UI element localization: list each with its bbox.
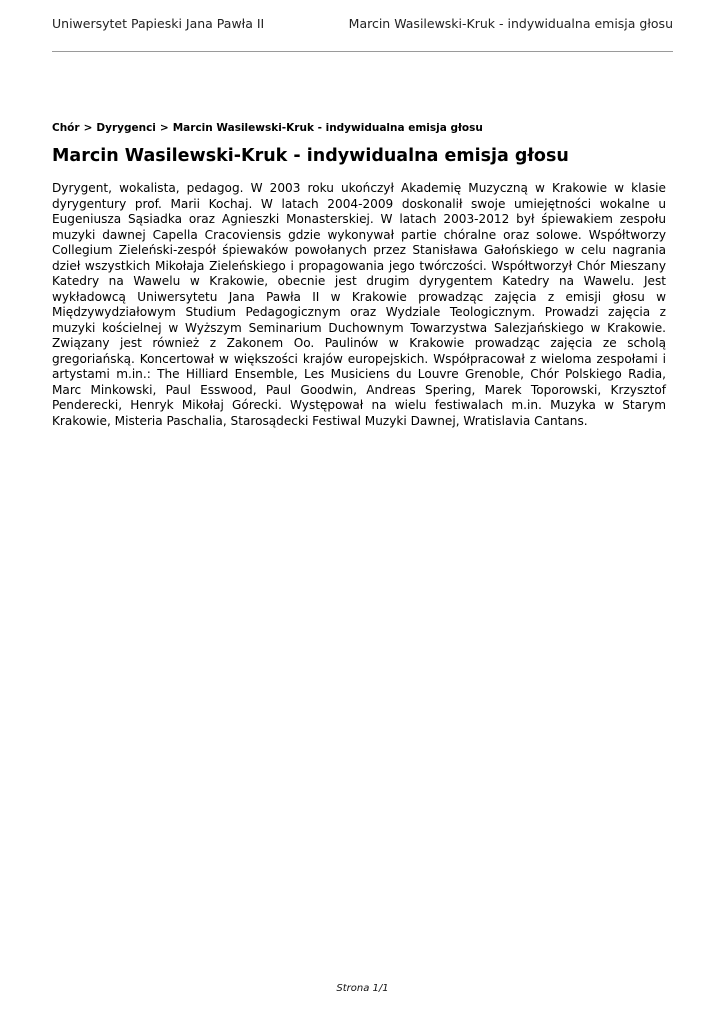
page-number: Strona 1/1 [336,983,389,994]
breadcrumb-item-conductors: Dyrygenci [96,122,156,134]
page-title: Marcin Wasilewski-Kruk - indywidualna emisja głosu [52,146,569,166]
breadcrumb-separator: > [83,122,93,134]
header-divider [52,51,673,52]
breadcrumb [52,122,673,134]
breadcrumb-item-choir: Chór [52,122,80,134]
page-header [52,16,673,34]
breadcrumb-item-current: Marcin Wasilewski-Kruk - indywidualna emisja głosu [172,122,483,134]
header-site-name: Uniwersytet Papieski Jana Pawła II [52,16,265,31]
biography-text: Dyrygent, wokalista, pedagog. W 2003 roku ukończył Akademię Muzyczną w Krakowie w klasie dyrygentury prof. Marii Kochaj. W latach 2004-2009 doskonalił swoje umiejętności wokalne u Eugeniusza Sąsiadka oraz Agnieszki Monasterskiej. W latach 2003-2012 był śpiewakiem zespołu muzyki dawnej Capella Cracoviensis gdzie wykonywał partie chóralne oraz solowe. Współtworzy Collegium Zieleński-zespół śpiewaków powołanych przez Stanisława Gałońskiego w celu nagrania dzieł wszystkich Mikołaja Zieleńskiego i propagowania jego twórczości. Współtworzył Chór Mieszany Katedry na Wawelu w Krakowie, obecnie jest drugim dyrygentem Katedry na Wawelu. Jest wykładowcą Uniwersytetu Jana Pawła II w Krakowie prowadząc zajęcia z emisji głosu w Międzywydziałowym Studium Pedagogicznym oraz Wydziale Teologicznym. Prowadzi zajęcia z muzyki kościelnej w Wyższym Seminarium Duchownym Towarzystwa Salezjańskiego w Krakowie. Związany jest również z Zakonem Oo. Paulinów w Krakowie prowadząc zajęcia ze scholą gregoriańską. Koncertował w większości krajów europejskich. Współpracował z wieloma zespołami i artystami m.in.: The Hilliard Ensemble, Les Musiciens du Louvre Grenoble, Chór Polskiego Radia, Marc Minkowski, Paul Esswood, Paul Goodwin, Andreas Spering, Marek Toporowski, Krzysztof Penderecki, Henryk Mikołaj Górecki. Występował na wielu festiwalach m.in. Muzyka w Starym Krakowie, Misteria Paschalia, Starosądecki Festiwal Muzyki Dawnej, Wratislavia Cantans. [52,181,666,428]
breadcrumb-separator: > [159,122,169,134]
header-document-title: Marcin Wasilewski-Kruk - indywidualna emisja głosu [348,16,673,31]
